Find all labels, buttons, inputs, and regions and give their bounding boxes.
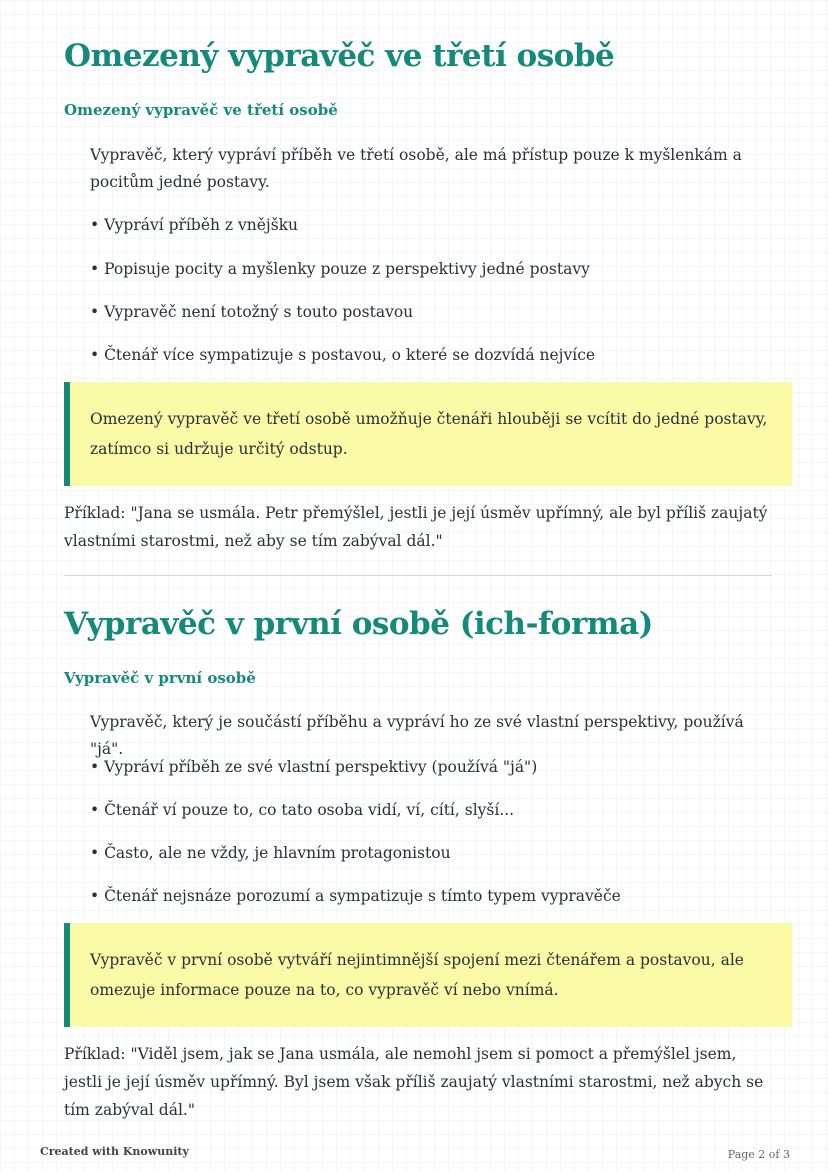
- section-divider: [64, 575, 772, 576]
- section-2-callout: [64, 923, 792, 1027]
- section-2-bullet: • Často, ale ne vždy, je hlavním protagonistou: [90, 844, 451, 862]
- section-2-title: Vypravěč v první osobě (ich-forma): [64, 606, 653, 642]
- section-1-callout-text: Omezený vypravěč ve třetí osobě umožňuje čtenáři hlouběji se vcítit do jedné postavy, zatímco si udržuje určitý odstup.: [90, 410, 768, 458]
- section-1-intro: Vypravěč, který vypráví příběh ve třetí osobě, ale má přístup pouze k myšlenkám a pocitům jedné postavy.: [90, 146, 742, 191]
- section-1-bullet: • Čtenář více sympatizuje s postavou, o které se dozvídá nejvíce: [90, 346, 596, 364]
- section-2-bullet: • Čtenář nejsnáze porozumí a sympatizuje s tímto typem vypravěče: [90, 887, 621, 905]
- section-2-subtitle: Vypravěč v první osobě: [64, 669, 256, 687]
- footer-brand: Created with Knowunity: [40, 1145, 189, 1158]
- section-1-bullet: • Popisuje pocity a myšlenky pouze z perspektivy jedné postavy: [90, 260, 590, 278]
- section-1-title: Omezený vypravěč ve třetí osobě: [64, 38, 615, 74]
- section-1-callout: [64, 382, 792, 486]
- section-2-example: Příklad: "Viděl jsem, jak se Jana usmála, ale nemohl jsem si pomoct a přemýšlel jsem, jestli je její úsměv upřímný. Byl jsem však příliš zaujatý vlastními starostmi, než abych se tím zabýval dál.": [64, 1045, 764, 1119]
- section-1-subtitle: Omezený vypravěč ve třetí osobě: [64, 101, 338, 119]
- section-1-bullet: • Vypravěč není totožný s touto postavou: [90, 303, 414, 321]
- section-2-intro: Vypravěč, který je součástí příběhu a vypráví ho ze své vlastní perspektivy, používá "já".: [90, 713, 744, 758]
- section-1-bullet: • Vypráví příběh z vnějšku: [90, 216, 299, 234]
- page-number: Page 2 of 3: [727, 1148, 790, 1161]
- section-2-callout-text: Vypravěč v první osobě vytváří nejintimnější spojení mezi čtenářem a postavou, ale omezuje informace pouze na to, co vypravěč ví nebo vnímá.: [90, 951, 744, 999]
- section-2-bullet: • Čtenář ví pouze to, co tato osoba vidí, ví, cítí, slyší...: [90, 801, 515, 819]
- section-1-example: Příklad: "Jana se usmála. Petr přemýšlel, jestli je její úsměv upřímný, ale byl příliš zaujatý vlastními starostmi, než aby se tím zabýval dál.": [64, 504, 768, 550]
- section-2-bullet: • Vypráví příběh ze své vlastní perspektivy (používá "já"): [90, 758, 538, 776]
